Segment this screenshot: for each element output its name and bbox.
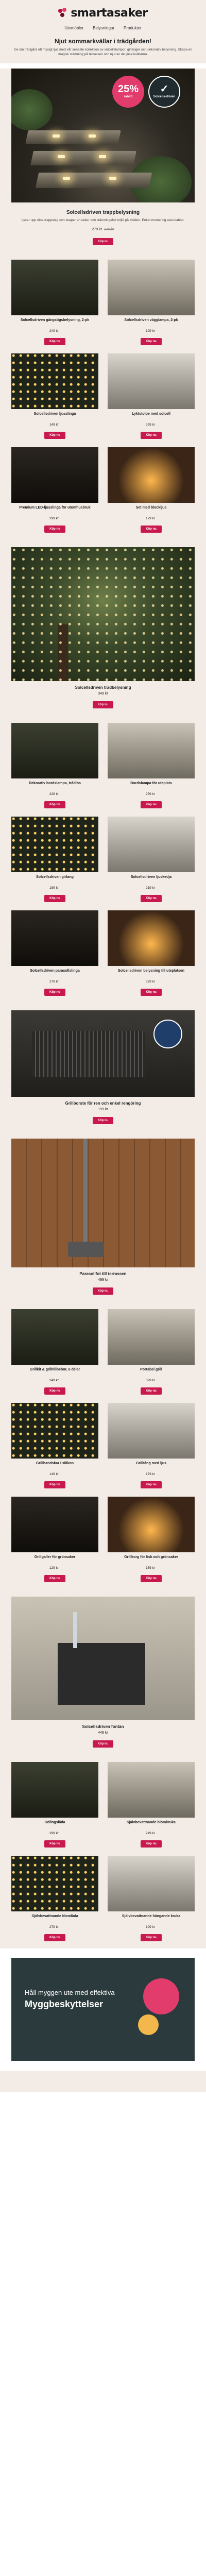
product-buy-button[interactable]: Köp nu: [141, 1575, 162, 1582]
check-icon: ✓: [160, 83, 169, 95]
product-price: 219 kr: [145, 886, 156, 890]
product-card[interactable]: [11, 260, 98, 345]
product-buy-button[interactable]: Köp nu: [141, 432, 162, 439]
product-buy-button[interactable]: Köp nu: [44, 1481, 65, 1488]
product-image[interactable]: [11, 1403, 98, 1459]
feature-price: 199 kr: [98, 1108, 108, 1112]
feature-parasol: [0, 1131, 206, 1302]
product-title: Premium LED-ljusslinga för utomhusbruk: [19, 506, 91, 510]
mosquito-banner[interactable]: [11, 1958, 195, 2061]
product-image[interactable]: [11, 1762, 98, 1818]
product-card[interactable]: [108, 723, 195, 808]
product-buy-button[interactable]: Köp nu: [141, 526, 162, 533]
product-price: 299 kr: [49, 1832, 59, 1836]
product-card[interactable]: [108, 1403, 195, 1488]
feature-title: Solcellsdriven fontän: [82, 1724, 124, 1730]
product-card[interactable]: [108, 817, 195, 902]
product-price: 229 kr: [49, 792, 59, 796]
product-price: 199 kr: [145, 1925, 156, 1929]
product-image[interactable]: [108, 1762, 195, 1818]
nav-item-produkter[interactable]: Produkter: [124, 26, 142, 30]
product-card[interactable]: [11, 1403, 98, 1488]
feature-buy-button[interactable]: Köp nu: [93, 701, 114, 708]
product-price: 259 kr: [145, 792, 156, 796]
hero-image[interactable]: [11, 69, 195, 202]
product-price: 249 kr: [145, 1832, 156, 1836]
nav-item-belysningar[interactable]: Belysningar: [93, 26, 115, 30]
product-card[interactable]: [11, 910, 98, 996]
product-title: Solcellsdriven vägglampa, 2-pk: [124, 318, 178, 323]
product-price: 179 kr: [145, 1472, 156, 1477]
product-image[interactable]: [108, 260, 195, 315]
banner-line-1: Håll myggen ute med effektiva: [25, 1989, 115, 1997]
product-buy-button[interactable]: Köp nu: [44, 1840, 65, 1848]
product-card[interactable]: [11, 1762, 98, 1848]
product-image[interactable]: [11, 910, 98, 966]
feature-price: 499 kr: [98, 1278, 108, 1282]
product-title: Portabel grill: [140, 1368, 162, 1372]
hero-section: [0, 69, 206, 253]
feature-buy-button[interactable]: Köp nu: [93, 1740, 114, 1748]
feature-image[interactable]: [11, 547, 195, 681]
hero-title: Solcellsdriven trappbelysning: [66, 209, 140, 215]
product-image[interactable]: [108, 1497, 195, 1552]
product-title: Set med blockljus: [135, 506, 167, 510]
product-title: Solcellsdriven ljuskedja: [130, 875, 172, 879]
banner-line-2: Myggbeskyttelser: [25, 1999, 104, 2010]
product-buy-button[interactable]: Köp nu: [141, 1481, 162, 1488]
product-title: Solcellsdriven ljusslinga: [33, 412, 76, 416]
product-image[interactable]: [11, 723, 98, 778]
product-image[interactable]: [108, 910, 195, 966]
product-card[interactable]: [11, 353, 98, 439]
product-card[interactable]: [11, 1309, 98, 1395]
product-card[interactable]: [11, 447, 98, 533]
product-price: 279 kr: [49, 980, 59, 984]
product-grid-a: [0, 252, 206, 540]
feature-title: Solcellsdriven trädbelysning: [75, 685, 131, 690]
product-card[interactable]: [11, 817, 98, 902]
product-card[interactable]: [108, 1856, 195, 1941]
feature-fountain: [0, 1589, 206, 1755]
feature-image[interactable]: [11, 1010, 195, 1097]
footer: [0, 2071, 206, 2092]
product-buy-button[interactable]: Köp nu: [44, 526, 65, 533]
product-price: 159 kr: [145, 1566, 156, 1570]
product-buy-button[interactable]: Köp nu: [141, 338, 162, 345]
product-image[interactable]: [108, 353, 195, 409]
feature-price: 349 kr: [98, 692, 108, 696]
product-title: Lyktstolpe med solcell: [132, 412, 170, 416]
product-title: Bordslampa för uteplats: [130, 782, 172, 786]
product-title: Självbevattnande hängande kruka: [122, 1914, 181, 1919]
feature-grill-brush: [0, 1003, 206, 1131]
solar-badge: ✓ Solcells-driven: [148, 76, 180, 108]
product-buy-button[interactable]: Köp nu: [141, 1387, 162, 1395]
product-image[interactable]: [108, 1309, 195, 1365]
feature-title: Parasollfot till terrassen: [79, 1272, 127, 1277]
product-price: 149 kr: [49, 1472, 59, 1477]
product-card[interactable]: [108, 447, 195, 533]
product-title: Solcellsdriven parasollslinga: [30, 969, 80, 973]
product-card[interactable]: [108, 1762, 195, 1848]
product-image[interactable]: [11, 1497, 98, 1552]
product-title: Grilltång med ljus: [135, 1462, 167, 1466]
product-grid-c: [0, 1302, 206, 1589]
feature-price: 449 kr: [98, 1731, 108, 1735]
product-price: 299 kr: [49, 517, 59, 521]
product-price: 399 kr: [145, 1379, 156, 1383]
product-title: Solcellsdriven belysning till uteplatsen: [117, 969, 185, 973]
product-buy-button[interactable]: Köp nu: [141, 895, 162, 902]
product-title: Solcellsdriven girlang: [36, 875, 74, 879]
product-image[interactable]: [108, 817, 195, 872]
product-price: 279 kr: [49, 1925, 59, 1929]
hero-price: 279 kr 379 kr: [92, 228, 114, 232]
product-title: Självbevattnande blomkruka: [127, 1821, 176, 1825]
hero-buy-button[interactable]: Köp nu: [93, 238, 114, 245]
product-price: 199 kr: [145, 329, 156, 333]
product-grid-d: [0, 1755, 206, 1948]
header: [0, 0, 206, 36]
feature-buy-button[interactable]: Köp nu: [93, 1287, 114, 1295]
product-image[interactable]: [11, 260, 98, 315]
product-price: 329 kr: [145, 980, 156, 984]
feature-tree-lights: [0, 540, 206, 716]
product-title: Grillkorg för fisk och grönsaker: [124, 1555, 178, 1560]
logo-icon: [58, 8, 68, 18]
product-card[interactable]: [11, 1497, 98, 1582]
product-price: 189 kr: [49, 886, 59, 890]
top-nav: [0, 22, 206, 36]
product-title: Odlingslåda: [44, 1821, 65, 1825]
intro-text: Ge din trädgård ett mysigt ljus med vår senaste kollektion av solcellslampor, girlanger och dekorativ belysning. Skapa en magisk stämning på terrassen och njut av de ljusa kvällarna.: [13, 48, 193, 56]
product-buy-button[interactable]: Köp nu: [44, 432, 65, 439]
product-buy-button[interactable]: Köp nu: [141, 801, 162, 808]
product-card[interactable]: [108, 910, 195, 996]
product-image[interactable]: [11, 817, 98, 872]
feature-buy-button[interactable]: Köp nu: [93, 1117, 114, 1124]
brand-logo[interactable]: [0, 4, 206, 22]
product-title: Självbevattnande blomlåda: [31, 1914, 78, 1919]
product-buy-button[interactable]: Köp nu: [141, 1934, 162, 1941]
brand-name: smartasaker: [71, 6, 148, 20]
product-price: 129 kr: [49, 1566, 59, 1570]
product-buy-button[interactable]: Köp nu: [44, 989, 65, 996]
product-buy-button[interactable]: Köp nu: [44, 1934, 65, 1941]
product-title: Grillhandskar i silikon: [36, 1462, 74, 1466]
product-buy-button[interactable]: Köp nu: [44, 1575, 65, 1582]
product-grid-b: [0, 716, 206, 1003]
product-title: Grillgaller för grönsaker: [34, 1555, 76, 1560]
product-buy-button[interactable]: Köp nu: [141, 989, 162, 996]
product-image[interactable]: [11, 353, 98, 409]
product-card[interactable]: [11, 1856, 98, 1941]
product-image[interactable]: [108, 723, 195, 778]
product-image[interactable]: [11, 447, 98, 503]
product-title: Solcellsdriven gångstigsbelysning, 2-pk: [20, 318, 90, 323]
nav-item-utemobler[interactable]: Utemöbler: [64, 26, 84, 30]
product-price: 149 kr: [49, 423, 59, 427]
product-image[interactable]: [108, 447, 195, 503]
discount-badge: 25% rabatt: [112, 76, 144, 108]
product-card[interactable]: [108, 1497, 195, 1582]
product-card[interactable]: [108, 260, 195, 345]
product-title: Dekorativ bordslampa, trådlös: [29, 782, 81, 786]
product-price: 349 kr: [49, 1379, 59, 1383]
feature-image[interactable]: [11, 1139, 195, 1267]
product-price: 179 kr: [145, 517, 156, 521]
feature-title: Grillborste för ren och enkel rengöring: [65, 1101, 141, 1106]
product-title: Grillkit & grilltillbehör, 6 delar: [29, 1368, 80, 1372]
product-card[interactable]: [11, 723, 98, 808]
product-card[interactable]: [108, 1309, 195, 1395]
product-image[interactable]: [11, 1309, 98, 1365]
product-card[interactable]: [108, 353, 195, 439]
product-buy-button[interactable]: Köp nu: [141, 1840, 162, 1848]
intro-title: Njut sommarkvällar i trädgården!: [54, 38, 152, 45]
product-buy-button[interactable]: Köp nu: [44, 895, 65, 902]
product-price: 399 kr: [145, 423, 156, 427]
product-price: 249 kr: [49, 329, 59, 333]
intro: [0, 36, 206, 63]
product-buy-button[interactable]: Köp nu: [44, 1387, 65, 1395]
product-buy-button[interactable]: Köp nu: [44, 338, 65, 345]
product-image[interactable]: [11, 1856, 98, 1911]
feature-image[interactable]: [11, 1597, 195, 1720]
hero-text: Lyser upp dina trappsteg och skapar en säker och stämningsfull miljö på kvällen. Enkel montering utan kablar.: [22, 218, 184, 222]
product-image[interactable]: [108, 1856, 195, 1911]
product-buy-button[interactable]: Köp nu: [44, 801, 65, 808]
product-image[interactable]: [108, 1403, 195, 1459]
